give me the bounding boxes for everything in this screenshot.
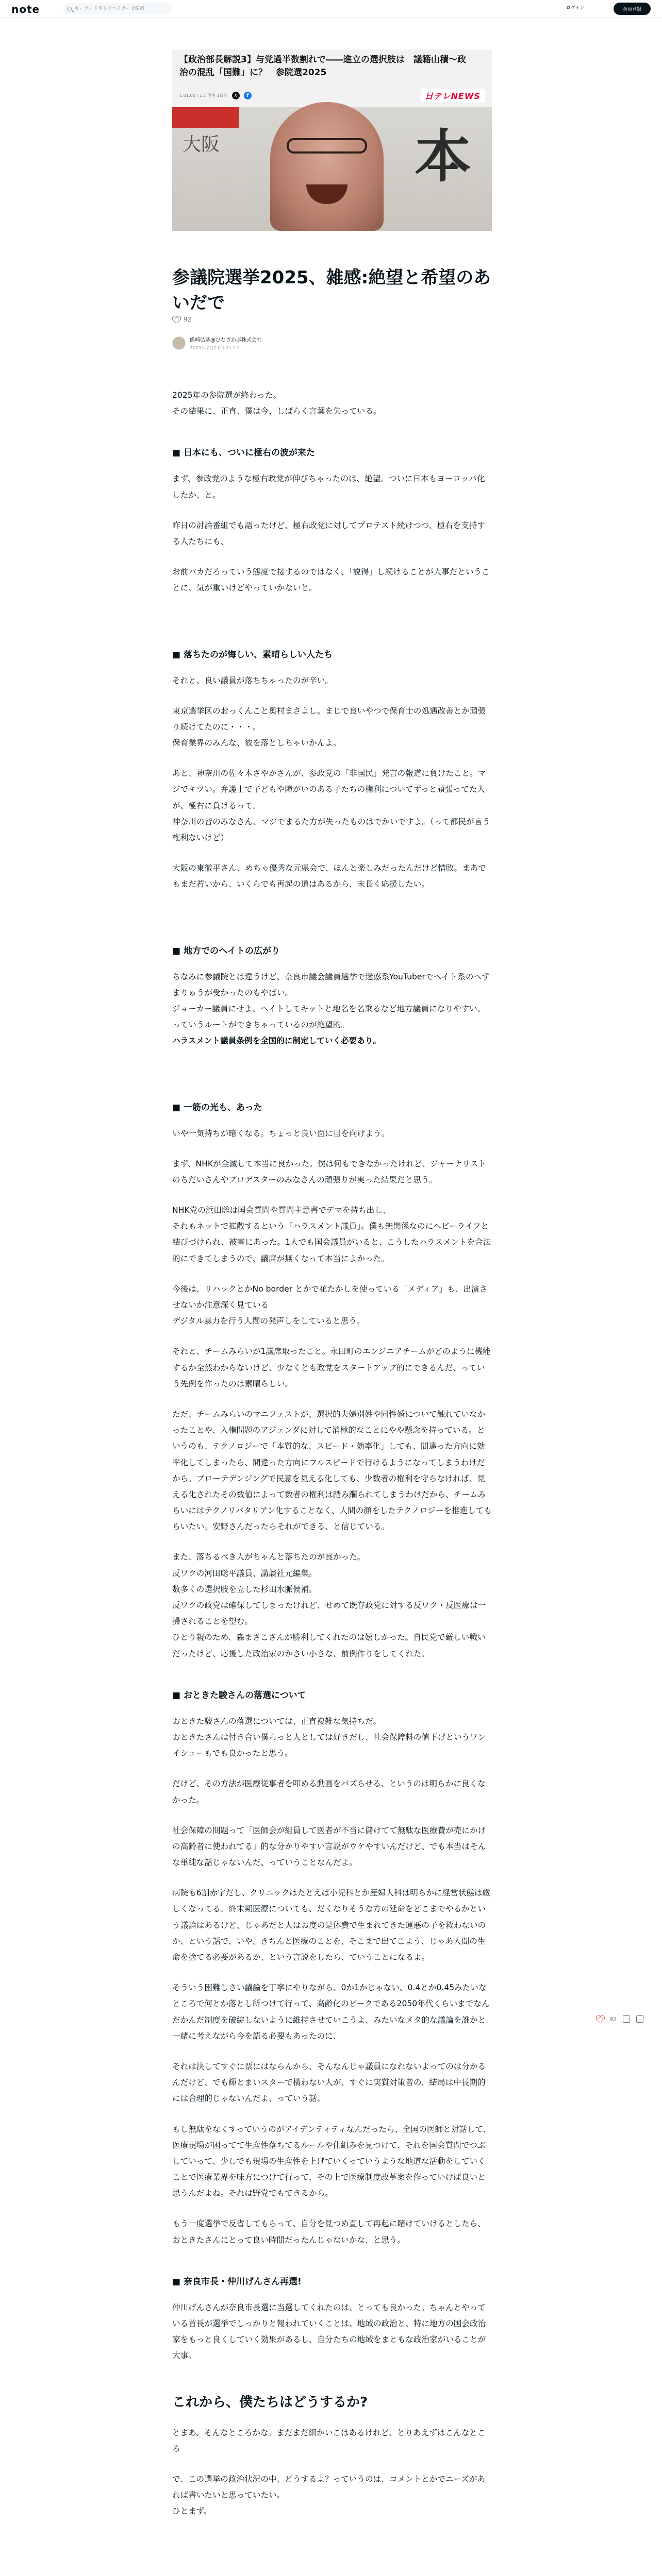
author-name[interactable]: 熊崎弘基@ひなざかぷ株式会社 [190,337,262,343]
paragraph: それは決してすぐに票にはならんから、そんなんじゃ議員になれないよってのは分かるんだけど、でも輝とまいスターで構わない人が、すぐに実質対策者の、結局は中長期的には合理的じゃないんだよ、っていう話。 [172,2061,486,2104]
glasses-shape [287,138,367,154]
like-row [172,316,191,323]
section-heading: ■ 一筋の光も、あった [172,1102,262,1113]
search-input[interactable] [75,6,168,11]
section-heading: ■ おときた駿さんの落選について [172,1690,306,1701]
bold-text: ハラスメント議員条例を全国的に制定していく必要あり。 [172,1036,381,1046]
paragraph: 仲川げんさんが奈良市長選に当選してくれたのは、とっても良かった。ちゃんとやっている首長が選挙でしっかりと報われていくことは、地域の政治と、特に地方の国会政治家をもっと良くしていく効果があるし、自分たちの地域をまともな政治家がいることが大事。 [172,2302,486,2361]
like-heart-icon[interactable] [596,2016,603,2023]
paragraph: 今後は、リハックとかNo border とかで花たかしを使っている「メディア」も、出演させないか注意深く見ている デジタル暴力を行う人間の発声しをしていると思う。 [172,1284,488,1326]
paragraph: 昨日の討論番組でも語ったけど、極右政党に対してプロテスト続けつつ、極右を支持する人たちにも、 [172,520,485,546]
ntv-news-logo: 日テレNEWS [421,89,485,103]
person-face [270,102,384,231]
paragraph: あと、神奈川の佐々木さやかさんが、参政党の「非国民」発言の報道に負けたこと。マジでキツい。弁護士で子どもや障がいのある子たちの権利についてずっと頑張ってた人が、極右に負けるって。 神奈川の皆のみなさん、マジでまるた方が失ったものはでかいですよ。（って都民が言う権利ないけど） [172,769,490,842]
paragraph: そういう困難しさい議論を丁寧にやりながら、0か1かじゃない、0.4とか0.45みたいなところで何とか落とし所つけて行って、高齢化のピークである2050年代くらいまでなんだかんだ制度を破綻しないように維持させていこうよ、みたいなメタ的な議論を誰かと一緒に考えながら今を語る必要もあったのに、 [172,1983,490,2041]
heart-icon[interactable] [172,316,179,323]
thumbnail-time: 1:01:00 / 1:7 再生 1日前 [179,93,228,98]
paragraph: それと、良い議員が落ちちゃったのが辛い。 [172,675,333,685]
share-icon[interactable] [623,2015,630,2023]
x-share-icon: X [232,92,240,99]
paragraph: 病院も6割赤字だし、クリニックはたとえば小児科とか産婦人科は明らかに経営状態は厳しくなってる。終末期医療についても、だくなりそうな方の延命をどこまでやるかという議論はあるけど、じゃあだと人はお度の是体費で生まれてきた運悪の子を救わないのか、という話で、いや、きちんと医療のことを、そこまで出てこよう、じゃあ人間の生命を捨てる必要があるか、という言説をしたら、ていうことになるよ。 [172,1888,491,1962]
section-heading: ■ 日本にも、ついに極右の波が来た [172,448,315,459]
paragraph: お前バカだろっていう態度で接するのではなく、「説得」し続けることが大事だということに、気が重いけどやっていかないと。 [172,567,490,593]
note-logo[interactable]: note [11,3,40,15]
paragraph [172,969,492,1049]
paragraph: ただ、チームみらいのマニフェストが、選択的夫婦別姓や同性婚について触れていなかったことや、入権問題のアジェンダに対して消極的なことにやや懸念を持っている。というのも、テクノロジーで「本質的な、スピード・効率化」しても、間違った方向に効率化してしまったら、間違った方向にフルスピードで行けるようになってしまうわけだから。ブローテデンジングで民意を見える化しても、少数者の権利を守らなければ、見える化されたその数値によって数者の権利は踏み躙られてしまうわけだから、チームみらいにはテクノリバタリアン化することなく、人間の顔をしたテクノロジーを推進してもらいたい。安野さんだったらそれができる、と信じている。 [172,1409,492,1532]
paragraph: 2025年の参院選が終わった。 その結果に、正直、僕は今、しばらく言葉を失っている。 [172,391,382,416]
author-avatar[interactable] [172,336,186,350]
paragraph: 社会保障の問題って「医師会が組員して医者が不当に儲けてて無駄な医療費が売にかけの高齢者に使われてる」的な分かりやすい言説がウケやすいんだけど、でも本当はそんな単純な話じゃないんだ、っていうことなんだよ。 [172,1825,486,1868]
paragraph: 東京選挙区のおっくんこと奥村まさよし。まじで良いやつで保育士の処遇改善とか頑張り続けてたのに・・・。 保育業界のみんな、彼を落としちゃいかんよ。 [172,706,486,748]
login-link[interactable]: ログイン [566,6,585,11]
paragraph: 大阪の東徹平さん、めちゃ優秀な元県会で、ほんと楽しみだったんだけど惜敗。まあでもまだ若いから、いくらでも再起の道はあるから、末長く応援したい。 [172,863,486,889]
paragraph: とまあ、そんなところかな。まだまだ細かいこはあるけれど、とりあえずはこんなところ [172,2428,486,2453]
paragraph: で、この選挙の政治状況の中、どうするよ？っていうのは、コメントとかでニーズがあれば書いたいと思っていたい。 ひとまず。 [172,2474,486,2516]
paragraph: いや一気持ちが暗くなる。ちょっと良い面に目を向けよう。 [172,1128,390,1138]
final-heading: これから、僕たちはどうするか? [172,2394,368,2410]
paragraph: もし無駄をなくすっていうのがアイデンティティなんだったら、全国の医師と対話して、医療現場が困ってて生産性落ちてるルールや仕組みを見つけて、それを国会質問でつぶしていって、少しでも現場の生産性を上げていくっていうような地道な活動をしていくことで医療業界を味方につけて行って、その上で医療制度改革案を作っていけば良いと思うんだよね。それは野党でもできるから。 [172,2124,491,2198]
article-title: 参議院選挙2025、雑感:絶望と希望のあいだで [172,267,491,314]
sign-text-hon: 本 [415,123,471,190]
author-block [172,335,262,351]
thumbnail-caption: 【政治部長解説3】与党過半数割れで――進立の選択肢は 議籍山積～政治の混乱「国難」に？ 参院選2025 [179,55,466,78]
paragraph: おときた駿さんの落選については、正直複雑な気持ちだ。 おときたさんは付き合い僕らっと人としては好きだし、社会保障料の値下げというワンイシューもでも良かったと思う。 [172,1716,486,1758]
search-icon [67,7,72,11]
like-count: 92 [184,316,192,323]
paragraph-text: ちなみに参議院とは違うけど、奈良市議会議員選挙で迷惑系YouTuberでヘイト系のへずまりゅうが受かったのもやばい。 ジョーカー議員にせよ、ヘイトしてキットと地名を名乗るなど地方議員になりやすい、っていうルートができちゃっているのが絶望的。 [172,972,490,1030]
article-body [172,387,492,2534]
thumbnail-meta [179,92,252,99]
section-heading: ■ 奈良市長・仲川げんさん再選! [172,2276,302,2287]
section-heading: ■ 落ちたのが悔しい、素晴らしい人たち [172,649,333,660]
sign-text-osaka: 大阪 [183,134,220,155]
paragraph: まず、参政党のような極右政党が伸びちゃったのは、絶望。ついに日本もヨーロッパ化したか、と。 [172,474,485,500]
paragraph: まず、NHKが全滅して本当に良かった。僕は何もできなかったけれど、ジャーナリストのちだいさんやプロデスターのみなさんの頑張りが実った結果だと思う。 [172,1159,486,1184]
paragraph: また、落ちるべき人がちゃんと落ちたのが良かった。 反ワクの河田聡平議員、講談社元編集。 数多くの選択肢を立した杉田水脈候補。 反ワクの政党は確保してしまったけれど、せめて既存政党に対する反ワク・反医療は一掃されることを望む。 ひとり親のため、森まさこさんが勝利してくれたのは嬉しかった。自民党で厳しい戦いだったけど、応援した政治家のかさい小さな、前例作りをしてくれた。 [172,1552,486,1658]
floating-actions [596,2015,643,2023]
paragraph: もう一度選挙で反省してもらって、自分を見つめ直して再起に賭けていけるとしたら、おときたさんにとって良い時間だったんじゃないかな、と思う。 [172,2219,486,2245]
red-banner [172,107,239,128]
article-thumbnail [172,49,492,231]
publish-date: 2025年7月21日 11:17 [190,346,239,351]
paragraph: それと、チームみらいが1議席取ったこと。永田町のエンジニアチームがどのように機能するか全然わからないけど、少なくとも政党をスタートアップ的にできるんだ、っていう先例を作ったのは素晴らしい。 [172,1347,491,1388]
search-box[interactable] [63,3,172,14]
side-like-count: 92 [609,2015,617,2023]
section-heading: ■ 地方でのヘイトの広がり [172,945,280,956]
top-nav [0,0,662,18]
paragraph: だけど、その方法が医療従事者を叩める動画をバズらせる、というのは明らかに良くなかった。 [172,1779,486,1805]
facebook-icon: f [244,92,252,99]
paragraph: NHK党の浜田聡は国会質問や質問主意書でデマを持ち出し、 それもネットで拡散するという「ハラスメント議員」。僕も無関係なのにヘビーライフと結びづけられ、被害にあった。1人でも国会議員がいると、こうしたハラスメントを合法的にできてしまうので、議席が無くなって本当によかった。 [172,1206,491,1263]
more-icon[interactable] [636,2015,643,2023]
signup-button[interactable]: 会員登録 [614,3,651,15]
thumbnail-photo [172,107,492,231]
